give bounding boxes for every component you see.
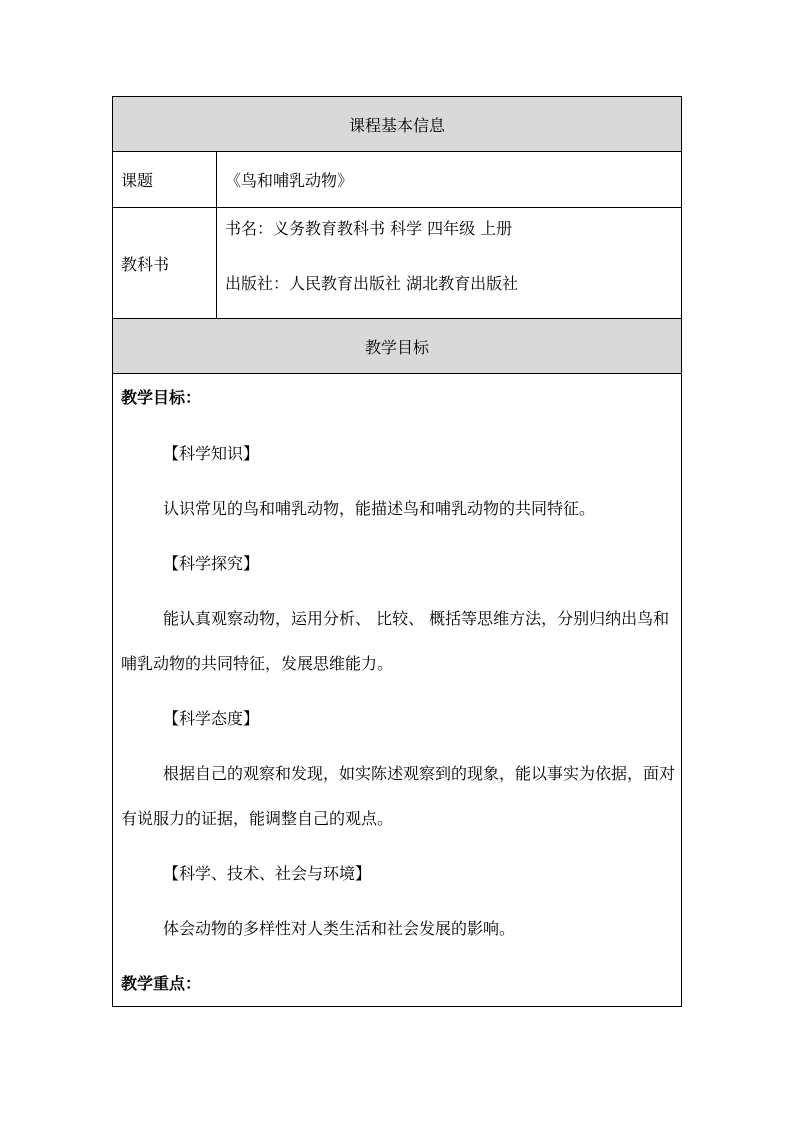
lesson-plan-table	[112, 96, 682, 1007]
topic-label: 课题	[113, 152, 217, 207]
sts-text: 体会动物的多样性对人类生活和社会发展的影响。	[163, 919, 516, 938]
publisher: 出版社：人民教育出版社 湖北教育出版社	[225, 274, 519, 293]
knowledge-title: 【科学知识】	[163, 444, 260, 463]
topic-value	[217, 152, 681, 207]
attitude-title: 【科学态度】	[163, 709, 260, 728]
book-name: 书名：义务教育教科书 科学 四年级 上册	[225, 219, 513, 238]
objectives-heading: 教学目标：	[121, 388, 202, 407]
objectives-header-label: 教学目标	[364, 337, 429, 357]
textbook-value	[217, 208, 681, 318]
textbook-row	[113, 208, 681, 319]
inquiry-title: 【科学探究】	[163, 554, 260, 573]
key-points-heading: 教学重点：	[121, 974, 202, 993]
course-info-header-label: 课程基本信息	[348, 115, 445, 135]
objectives-header	[113, 319, 681, 374]
textbook-label: 教科书	[113, 208, 217, 318]
sts-title: 【科学、技术、社会与环境】	[163, 864, 372, 883]
knowledge-text: 认识常见的鸟和哺乳动物，能描述鸟和哺乳动物的共同特征。	[163, 499, 596, 518]
inquiry-text: 能认真观察动物，运用分析、 比较、 概括等思维方法，分别归纳出鸟和哺乳动物的共同特征，发展思维能力。	[121, 609, 670, 673]
objectives-body	[113, 374, 681, 1006]
topic-value-text: 《鸟和哺乳动物》	[225, 171, 354, 190]
attitude-text: 根据自己的观察和发现，如实陈述观察到的现象，能以事实为依据，面对有说服力的证据，能调整自己的观点。	[121, 764, 676, 828]
topic-row	[113, 152, 681, 208]
objectives-row	[113, 374, 681, 1006]
course-info-header	[113, 97, 681, 152]
